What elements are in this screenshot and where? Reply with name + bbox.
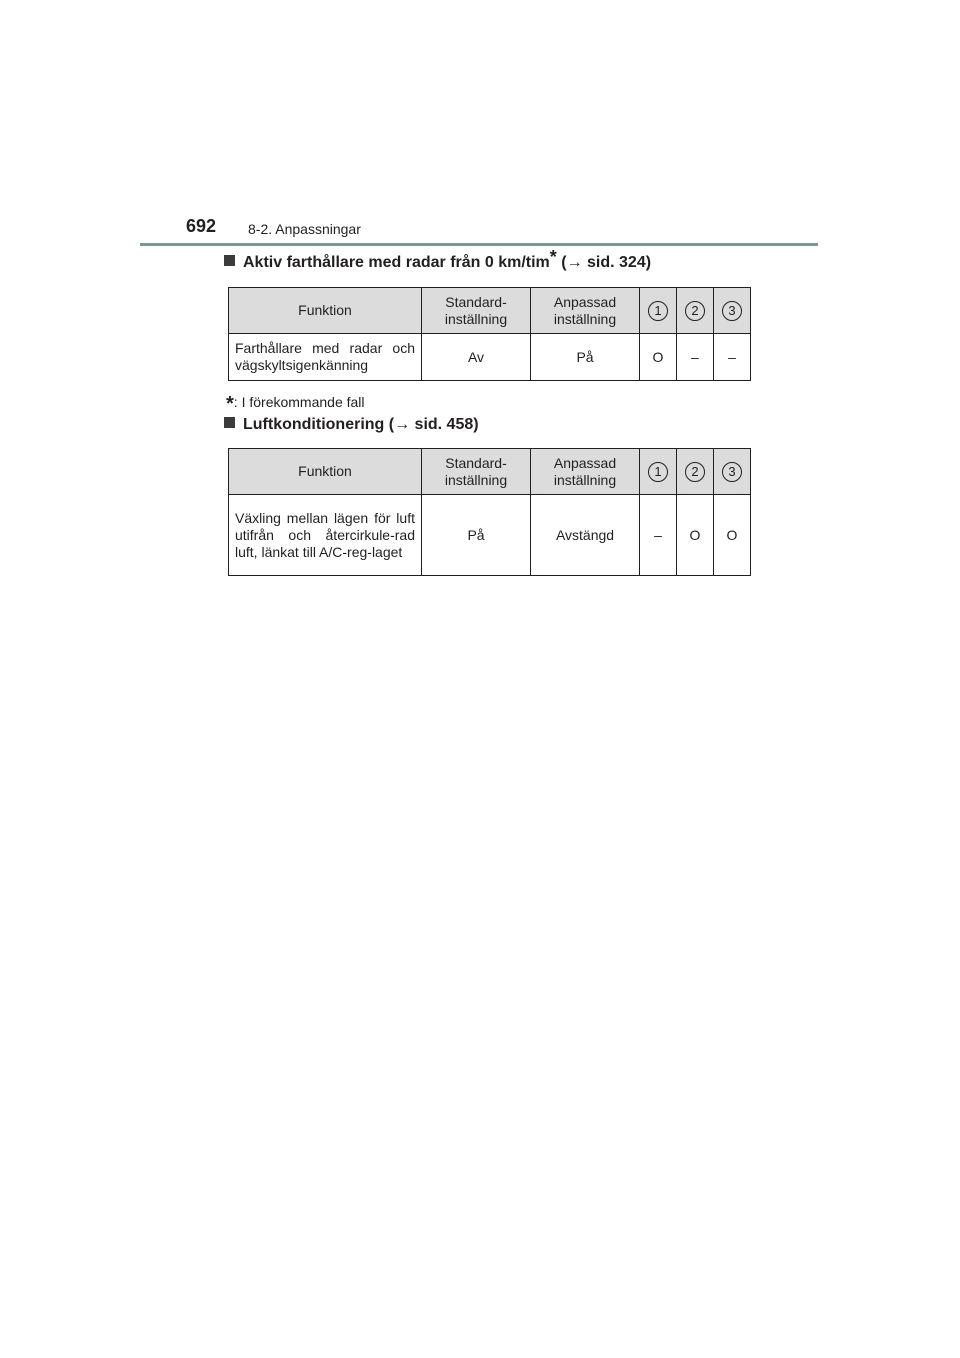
cell-custom: På — [531, 334, 640, 381]
col-header-3 — [714, 449, 751, 495]
cell-default: Av — [422, 334, 531, 381]
col-header-1 — [640, 288, 677, 334]
col-header-custom: Anpassad inställning — [531, 449, 640, 495]
heading-text: Aktiv farthållare med radar från 0 km/tim — [243, 254, 550, 271]
circled-number-3-icon: 3 — [722, 462, 742, 482]
table-row — [229, 495, 751, 576]
cell-3: – — [714, 334, 751, 381]
heading-asterisk: * — [549, 246, 557, 267]
square-bullet-icon — [224, 417, 235, 428]
arrow-icon: → — [566, 254, 583, 271]
col-header-3 — [714, 288, 751, 334]
cell-2: O — [677, 495, 714, 576]
header-rule — [140, 243, 818, 246]
table-header-row — [229, 288, 751, 334]
col-header-2 — [677, 449, 714, 495]
cell-3: O — [714, 495, 751, 576]
circled-number-1-icon: 1 — [648, 462, 668, 482]
cell-2: – — [677, 334, 714, 381]
cell-1: O — [640, 334, 677, 381]
heading-cruise-control: Aktiv farthållare med radar från 0 km/tim* (→ sid. 324) — [224, 254, 651, 272]
col-header-default: Standard- inställning — [422, 288, 531, 334]
col-header-1 — [640, 449, 677, 495]
page-reference: sid. 324) — [582, 254, 652, 271]
page-reference: sid. 458) — [410, 416, 479, 433]
cell-function: Växling mellan lägen för luft utifrån och återcirkule-rad luft, länkat till A/C-reg-laget — [229, 495, 422, 576]
circled-number-2-icon: 2 — [685, 301, 705, 321]
arrow-icon: → — [394, 416, 411, 433]
cell-function: Farthållare med radar och vägskyltsigenkänning — [229, 334, 422, 381]
circled-number-2-icon: 2 — [685, 462, 705, 482]
settings-table-cruise — [228, 287, 751, 381]
heading-air-conditioning: Luftkonditionering (→ sid. 458) — [224, 416, 479, 434]
table-row — [229, 334, 751, 381]
circled-number-1-icon: 1 — [648, 301, 668, 321]
footnote-asterisk: * — [226, 393, 234, 415]
col-header-custom: Anpassad inställning — [531, 288, 640, 334]
col-header-default: Standard- inställning — [422, 449, 531, 495]
settings-table-ac — [228, 448, 751, 576]
circled-number-3-icon: 3 — [722, 301, 742, 321]
cell-1: – — [640, 495, 677, 576]
footnote — [226, 390, 365, 413]
col-header-function: Funktion — [229, 449, 422, 495]
cell-custom: Avstängd — [531, 495, 640, 576]
heading-text: Luftkonditionering — [243, 416, 385, 433]
cell-default: På — [422, 495, 531, 576]
col-header-2 — [677, 288, 714, 334]
col-header-function: Funktion — [229, 288, 422, 334]
section-label: 8-2. Anpassningar — [248, 221, 361, 237]
table-header-row — [229, 449, 751, 495]
square-bullet-icon — [224, 255, 235, 266]
page-number: 692 — [186, 216, 217, 236]
footnote-text: : I förekommande fall — [233, 394, 365, 410]
